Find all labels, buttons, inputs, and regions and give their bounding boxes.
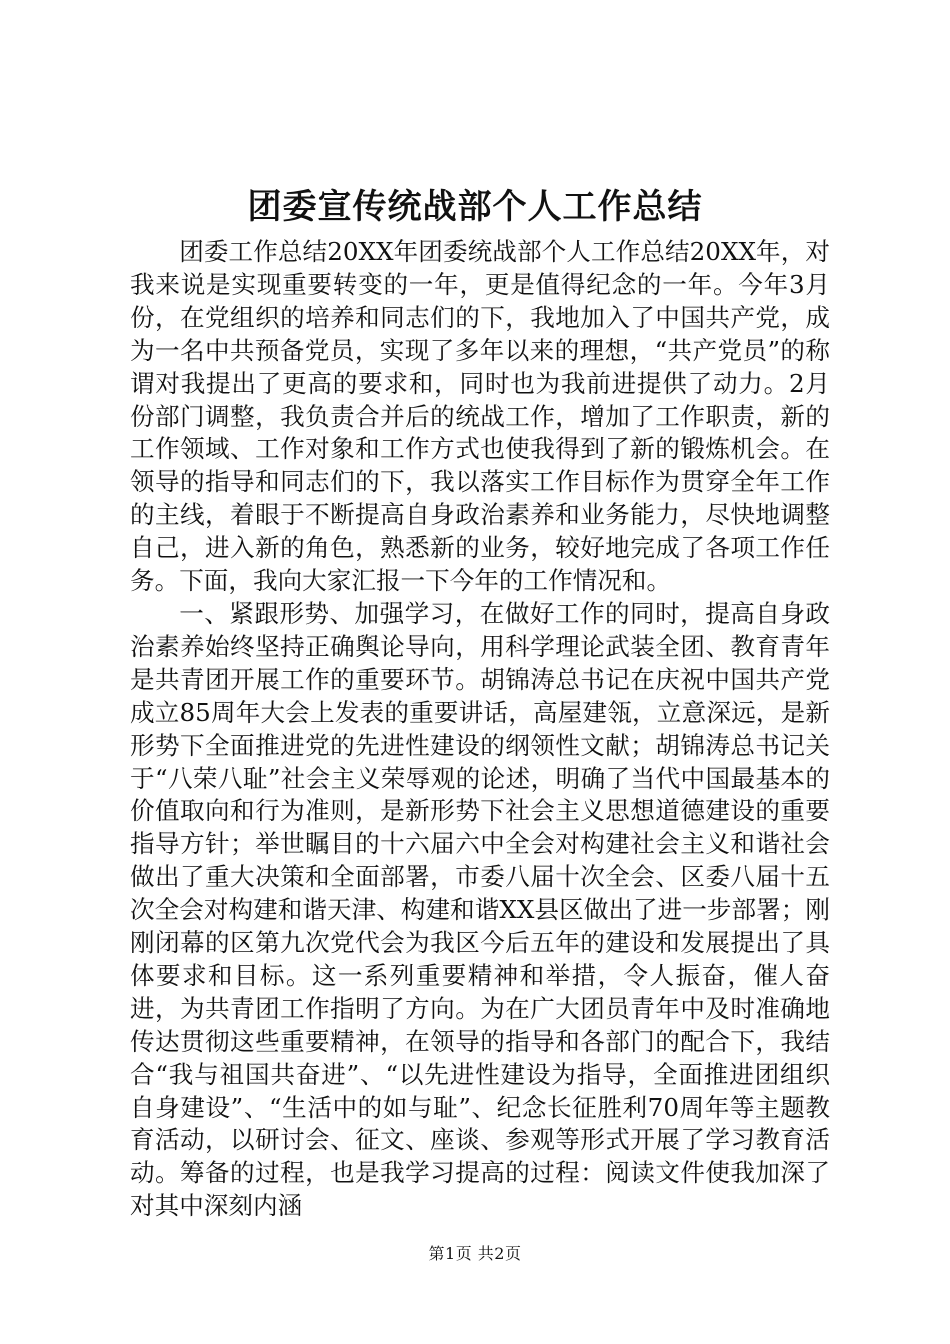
page-number-footer: 第1页 共2页 <box>428 1244 522 1263</box>
document-title: 团委宣传统战部个人工作总结 <box>247 187 703 227</box>
document-body <box>130 236 830 1223</box>
paragraph-section-one: 一、紧跟形势、加强学习，在做好工作的同时，提高自身政治素养始终坚持正确舆论导向，用科学理论武装全团、教育青年是共青团开展工作的重要环节。胡锦涛总书记在庆祝中国共产党成立85周年大会上发表的重要讲话，高屋建瓴，立意深远，是新形势下全面推进党的先进性建设的纲领性文献；胡锦涛总书记关于“八荣八耻”社会主义荣辱观的论述，明确了当代中国最基本的价值取向和行为准则，是新形势下社会主义思想道德建设的重要指导方针；举世瞩目的十六届六中全会对构建社会主义和谐社会做出了重大决策和全面部署，市委八届十次全会、区委八届十五次全会对构建和谐天津、构建和谐XX县区做出了进一步部署；刚刚闭幕的区第九次党代会为我区今后五年的建设和发展提出了具体要求和目标。这一系列重要精神和举措，令人振奋，催人奋进，为共青团工作指明了方向。为在广大团员青年中及时准确地传达贯彻这些重要精神，在领导的指导和各部门的配合下，我结合“我与祖国共奋进”、“以先进性建设为指导，全面推进团组织自身建设”、“生活中的如与耻”、纪念长征胜利70周年等主题教育活动，以研讨会、征文、座谈、参观等形式开展了学习教育活动。筹备的过程，也是我学习提高的过程：阅读文件使我加深了对其中深刻内涵 <box>130 598 830 1221</box>
paragraph-intro: 团委工作总结20XX年团委统战部个人工作总结20XX年，对我来说是实现重要转变的一年，更是值得纪念的一年。今年3月份，在党组织的培养和同志们的下，我地加入了中国共产党，成为一名中共预备党员，实现了多年以来的理想，“共产党员”的称谓对我提出了更高的要求和，同时也为我前进提供了动力。2月份部门调整，我负责合并后的统战工作，增加了工作职责，新的工作领域、工作对象和工作方式也使我得到了新的锻炼机会。在领导的指导和同志们的下，我以落实工作目标作为贯穿全年工作的主线，着眼于不断提高自身政治素养和业务能力，尽快地调整自己，进入新的角色，熟悉新的业务，较好地完成了各项工作任务。下面，我向大家汇报一下今年的工作情况和。 <box>130 237 830 596</box>
